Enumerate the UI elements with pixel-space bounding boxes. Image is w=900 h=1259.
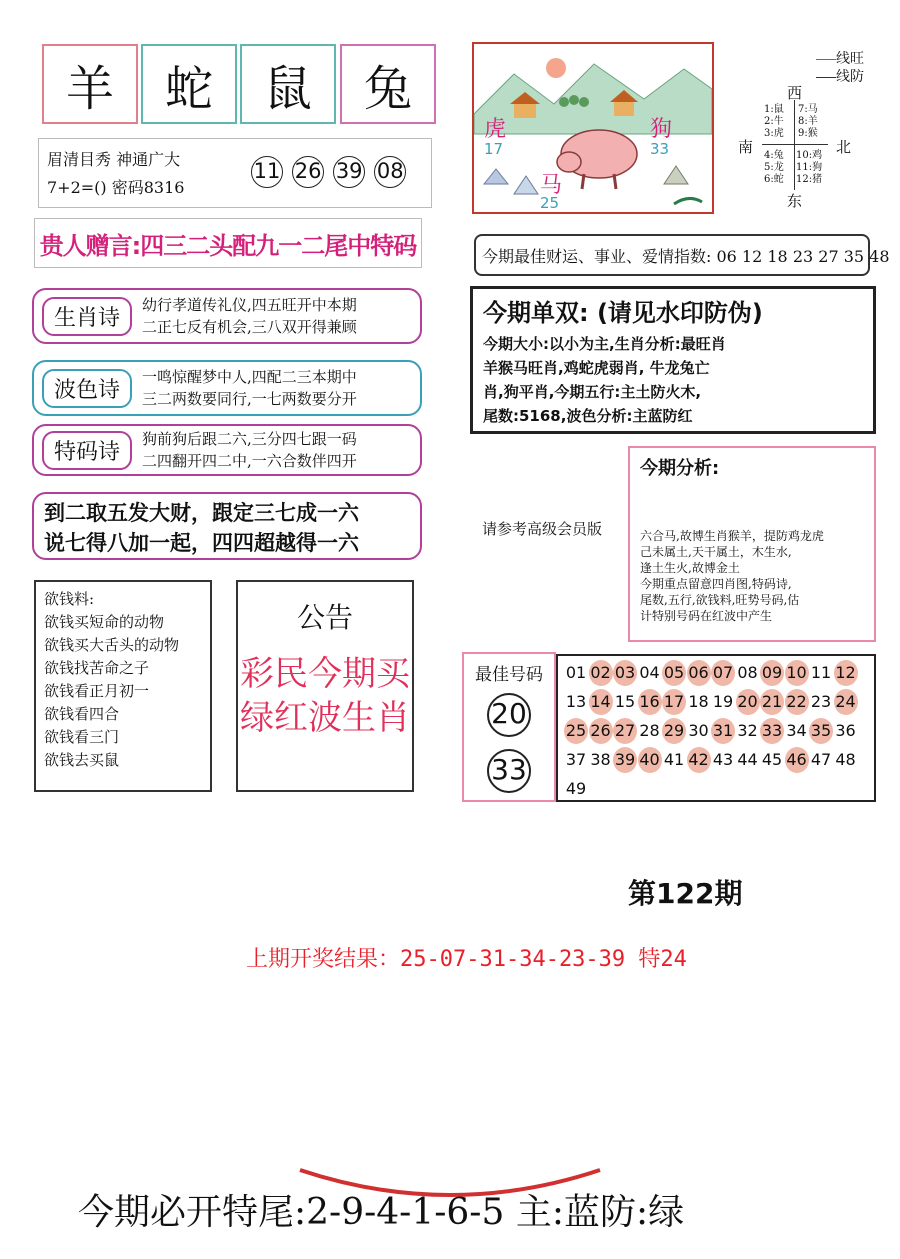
- compass-cell: 1:鼠: [764, 104, 784, 115]
- legend-wang-label: 线旺: [836, 51, 864, 67]
- best-picks-box: [462, 652, 556, 802]
- issue-number: 第122期: [628, 877, 743, 910]
- compass-cell: 7:马: [798, 104, 818, 115]
- grid-number: 15: [614, 692, 636, 711]
- poem-box-zodiac: [32, 288, 422, 344]
- highlighted-number: 17: [662, 689, 686, 715]
- compass-cell: 6:蛇: [764, 174, 784, 185]
- analysis-box: [628, 446, 876, 642]
- info-line-2: 7+2=() 密码8316: [47, 178, 185, 197]
- grid-number: 49: [565, 779, 587, 798]
- compass-v-line: [794, 100, 795, 190]
- zodiac-box-4: 兔: [340, 44, 436, 124]
- money-title: 欲钱料:: [44, 590, 95, 608]
- highlighted-number: 03: [613, 660, 637, 686]
- grid-number: 18: [688, 692, 709, 711]
- highlighted-number: 29: [662, 718, 686, 744]
- poem-box-special: [32, 424, 422, 476]
- compass-cell: 2:牛: [764, 116, 784, 127]
- highlighted-number: 05: [662, 660, 686, 686]
- grid-number: 43: [712, 750, 734, 769]
- compass-cell: 8:羊: [798, 116, 818, 127]
- grid-number: 11: [810, 663, 832, 682]
- best-title: 最佳号码: [475, 665, 543, 685]
- highlighted-number: 09: [760, 660, 784, 686]
- grid-number: 41: [663, 750, 685, 769]
- highlighted-number: 14: [589, 689, 613, 715]
- zodiac-box-3: 鼠: [240, 44, 336, 124]
- highlighted-number: 31: [711, 718, 735, 744]
- highlighted-number: 20: [736, 689, 760, 715]
- money-item: 欲钱看正月初一: [44, 682, 150, 700]
- notice-line-2: 绿红波生肖: [240, 698, 410, 738]
- money-box: [34, 580, 212, 792]
- grid-number: 47: [810, 750, 832, 769]
- odd-even-line-1: 今期大小:以小为主,生肖分析:最旺肖: [483, 335, 726, 353]
- poem-zodiac-line-2: 二正七反有机会,三八双开得兼顾: [142, 318, 357, 336]
- scene-bottom-number: 25: [540, 194, 560, 212]
- compass-h-line: [762, 144, 828, 145]
- grid-number: 36: [835, 721, 856, 740]
- notice-title: 公告: [296, 601, 353, 634]
- notice-line-1: 彩民今期买: [240, 654, 410, 694]
- odd-even-title: 今期单双: (请见水印防伪): [483, 299, 763, 327]
- money-item: 欲钱看四合: [44, 705, 120, 723]
- zodiac-box-1: 羊: [42, 44, 138, 124]
- highlighted-number: 33: [760, 718, 784, 744]
- grid-number: 19: [712, 692, 734, 711]
- poem-label-zodiac: 生肖诗: [42, 297, 132, 336]
- scene-right-label: 狗: [650, 117, 673, 142]
- legend-fang-label: 线防: [836, 69, 864, 85]
- best-pick-2: 33: [487, 749, 531, 793]
- info-box: [38, 138, 432, 208]
- poem-special-line-1: 狗前狗后跟二六,三分四七跟一码: [142, 430, 357, 448]
- compass-cell: 4:兔: [764, 150, 784, 161]
- grid-number: 34: [786, 721, 807, 740]
- last-result: 上期开奖结果：25-07-31-34-23-39 特24: [246, 947, 687, 972]
- info-numbers: [251, 156, 410, 188]
- grid-number: 44: [737, 750, 758, 769]
- fortune-box: [474, 234, 890, 276]
- highlighted-number: 26: [589, 718, 613, 744]
- grid-number: 01: [565, 663, 587, 682]
- highlighted-number: 02: [589, 660, 613, 686]
- highlighted-number: 10: [785, 660, 809, 686]
- verse-line-1: 到二取五发大财，跟定三七成一六: [44, 501, 359, 525]
- highlighted-number: 16: [638, 689, 662, 715]
- poem-special-line-2: 二四翻开四二中,一六合数伴四开: [142, 452, 357, 470]
- odd-even-line-3: 肖,狗平肖,今期五行:主土防火木,: [483, 383, 702, 401]
- analysis-line-5: 尾数,五行,欲钱料,旺势号码,估: [640, 593, 800, 607]
- gift-box: [34, 218, 422, 268]
- compass-cell: 5:龙: [764, 162, 784, 173]
- odd-even-line-4: 尾数:5168,波色分析:主蓝防红: [483, 407, 693, 425]
- highlighted-number: 24: [834, 689, 858, 715]
- poem-zodiac-line-1: 幼行孝道传礼仪,四五旺开中本期: [142, 296, 357, 314]
- analysis-line-2: 己未属土,天干属土，木生水,: [640, 545, 792, 559]
- highlighted-number: 21: [760, 689, 784, 715]
- grid-number: 48: [835, 750, 856, 769]
- grid-number: 23: [810, 692, 832, 711]
- highlighted-number: 25: [564, 718, 588, 744]
- grid-number: 38: [590, 750, 611, 769]
- scene-left-label: 虎: [484, 117, 507, 142]
- compass-cell: 12:猪: [796, 174, 823, 185]
- money-item: 欲钱买大舌头的动物: [44, 636, 180, 654]
- analysis-line-6: 计特别号码在红波中产生: [640, 609, 773, 623]
- money-item: 欲钱找苦命之子: [44, 659, 150, 677]
- legend-red-line: [816, 59, 836, 60]
- grid-number: 32: [737, 721, 758, 740]
- compass-cell: 10:鸡: [796, 150, 823, 161]
- grid-number: 08: [737, 663, 758, 682]
- analysis-title: 今期分析:: [640, 458, 720, 479]
- odd-even-line-2: 羊猴马旺肖,鸡蛇虎弱肖, 牛龙兔亡: [483, 359, 710, 377]
- compass-west: 西: [787, 84, 803, 102]
- highlighted-number: 27: [613, 718, 637, 744]
- scene-bottom-label: 马: [540, 173, 563, 198]
- highlighted-number: 07: [711, 660, 735, 686]
- poem-label-special: 特码诗: [42, 431, 132, 470]
- poem-color-line-1: 一鸣惊醒梦中人,四配二三本期中: [142, 368, 357, 386]
- highlighted-number: 42: [687, 747, 711, 773]
- scene-right-number: 33: [650, 140, 670, 158]
- grid-number: 13: [565, 692, 587, 711]
- money-item: 欲钱去买鼠: [44, 751, 120, 769]
- info-number-1: 11: [251, 156, 283, 188]
- verse-box: [32, 492, 422, 560]
- fortune-text: 今期最佳财运、事业、爱情指数: 06 12 18 23 27 35 48: [482, 246, 890, 266]
- highlighted-number: 12: [834, 660, 858, 686]
- number-grid: [564, 660, 870, 802]
- scene-picture: [472, 42, 714, 214]
- highlighted-number: 35: [809, 718, 833, 744]
- gift-text: 贵人赠言:四三二头配九一二尾中特码: [39, 231, 417, 260]
- poem-color-line-2: 三二两数要同行,一七两数要分开: [142, 390, 357, 408]
- compass-east: 东: [787, 192, 803, 210]
- legend-wang: [816, 48, 864, 68]
- odd-even-box: [470, 286, 876, 434]
- number-grid-box: [556, 654, 876, 802]
- grid-number: 28: [639, 721, 660, 740]
- best-pick-1: 20: [487, 693, 531, 737]
- highlighted-number: 06: [687, 660, 711, 686]
- analysis-left-note: 请参考高级会员版: [482, 520, 603, 538]
- info-number-3: 39: [333, 156, 365, 188]
- grid-number: 45: [761, 750, 783, 769]
- poem-label-color: 波色诗: [42, 369, 132, 408]
- verse-line-2: 说七得八加一起，四四超越得一六: [44, 531, 359, 555]
- info-line-1: 眉清目秀 神通广大: [47, 150, 181, 169]
- highlighted-number: 22: [785, 689, 809, 715]
- compass-north: 北: [836, 138, 852, 156]
- grid-number: 30: [688, 721, 709, 740]
- grid-number: 37: [565, 750, 587, 769]
- legend-black-line: [816, 77, 836, 78]
- legend-fang: [816, 66, 864, 86]
- money-item: 欲钱买短命的动物: [44, 613, 165, 631]
- zodiac-box-2: 蛇: [141, 44, 237, 124]
- money-item: 欲钱看三门: [44, 728, 120, 746]
- analysis-line-1: 六合马,故博生肖猴羊，提防鸡龙虎: [640, 529, 824, 543]
- compass-grid: [762, 100, 828, 190]
- highlighted-number: 46: [785, 747, 809, 773]
- compass-cell: 11:狗: [796, 162, 823, 173]
- analysis-line-3: 逢土生火,故博金土: [640, 561, 740, 575]
- compass-south: 南: [738, 138, 754, 156]
- poem-box-color: [32, 360, 422, 416]
- grid-number: 04: [639, 663, 660, 682]
- info-number-2: 26: [292, 156, 324, 188]
- bottom-tail-line: 今期必开特尾:2-9-4-1-6-5 主:蓝防:绿: [78, 1192, 685, 1233]
- info-number-4: 08: [374, 156, 406, 188]
- compass-cell: 9:猴: [798, 128, 818, 139]
- landscape-illustration: [474, 44, 712, 212]
- compass-cell: 3:虎: [764, 128, 784, 139]
- scene-left-number: 17: [484, 140, 504, 158]
- highlighted-number: 39: [613, 747, 637, 773]
- notice-box: [236, 580, 414, 792]
- analysis-line-4: 今期重点留意四肖图,特码诗,: [640, 577, 792, 591]
- highlighted-number: 40: [638, 747, 662, 773]
